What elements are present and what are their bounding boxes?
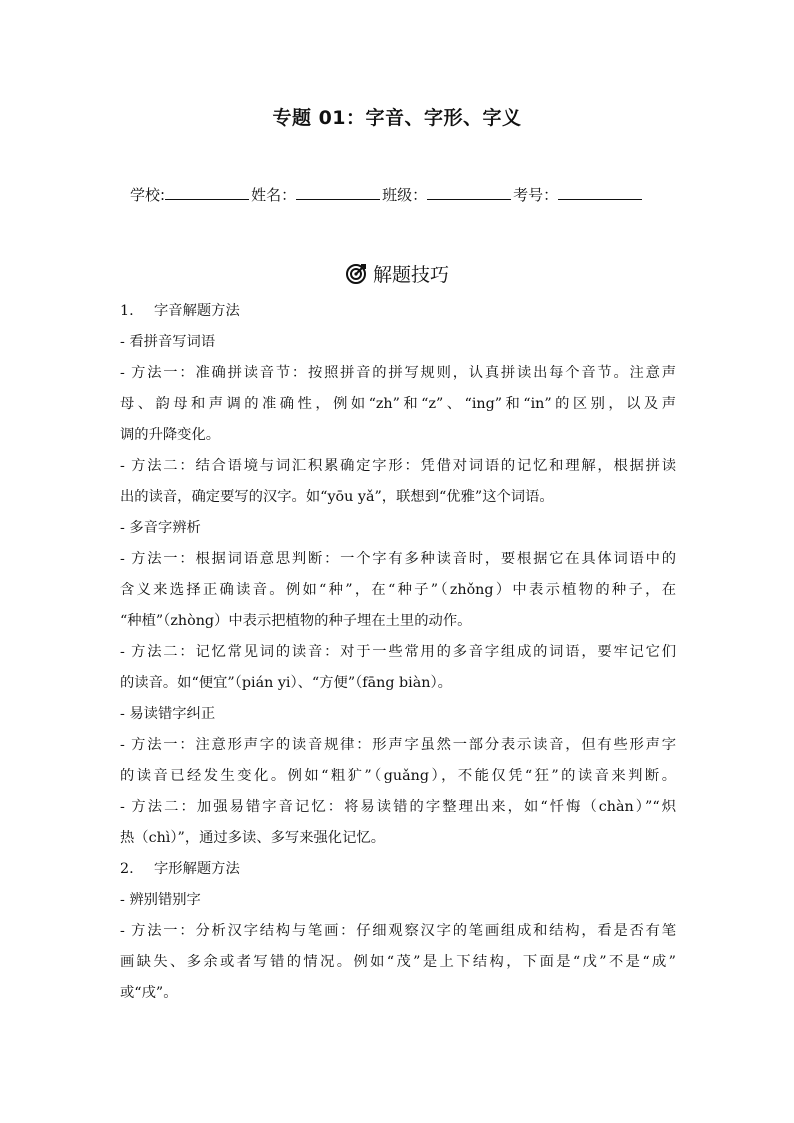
class-label: 班级：	[382, 186, 428, 204]
line-text: - 方法一：根据词语意思判断：一个字有多种读音时，要根据它在具体词语中的	[120, 551, 676, 567]
line-text: 字音解题方法	[154, 303, 240, 319]
exam-number-label: 考号：	[513, 186, 559, 204]
line-text: - 辨别错别字	[120, 892, 201, 908]
section-heading-text: 解题技巧	[372, 264, 449, 286]
exam-number-blank[interactable]	[558, 184, 642, 200]
text-line	[120, 575, 676, 606]
document-body	[120, 296, 676, 1009]
line-text: - 方法二：记忆常见词的读音：对于一些常用的多音字组成的词语，要牢记它们	[120, 644, 676, 660]
text-line	[120, 823, 676, 854]
text-line	[120, 637, 676, 668]
text-line	[120, 916, 676, 947]
text-line	[120, 761, 676, 792]
line-text: 字形解题方法	[154, 861, 240, 877]
text-line	[120, 978, 676, 1009]
text-line	[120, 792, 676, 823]
line-text: 调的升降变化。	[120, 427, 221, 443]
class-blank[interactable]	[427, 184, 511, 200]
line-text: 含义来选择正确读音。例如“种”，在“种子”（zhǒng）中表示植物的种子，在	[120, 582, 676, 598]
target-icon	[345, 263, 367, 285]
text-line	[120, 885, 676, 916]
text-line	[120, 327, 676, 358]
list-number: 1.	[120, 303, 134, 319]
text-line	[120, 420, 676, 451]
line-text: - 方法一：分析汉字结构与笔画：仔细观察汉字的笔画组成和结构，看是否有笔	[120, 923, 676, 939]
line-text: 的读音。如“便宜”（pián yi）、“方便”（fāng biàn）。	[120, 675, 452, 691]
text-line	[120, 606, 676, 637]
text-line	[120, 482, 676, 513]
name-label: 姓名：	[251, 186, 297, 204]
text-line	[120, 947, 676, 978]
line-text: 母、韵母和声调的准确性，例如“zh”和“z”、“ing”和“in”的区别，以及声	[120, 396, 676, 412]
name-blank[interactable]	[296, 184, 380, 200]
line-text: “种植”（zhòng）中表示把植物的种子埋在土里的动作。	[120, 613, 472, 629]
line-text: - 看拼音写词语	[120, 334, 216, 350]
line-text: - 多音字辨析	[120, 520, 201, 536]
line-text: - 方法一：准确拼读音节：按照拼音的拼写规则，认真拼读出每个音节。注意声	[120, 365, 676, 381]
school-blank[interactable]	[165, 184, 249, 200]
text-line	[120, 668, 676, 699]
text-line	[120, 296, 676, 327]
line-text: - 易读错字纠正	[120, 706, 216, 722]
text-line	[120, 730, 676, 761]
section-heading	[0, 260, 794, 287]
text-line	[120, 389, 676, 420]
school-label: 学校:	[130, 186, 166, 204]
text-line	[120, 451, 676, 482]
text-line	[120, 358, 676, 389]
line-text: 或“戌”。	[120, 985, 178, 1001]
line-text: 出的读音，确定要写的汉字。如“yōu yǎ”，联想到“优雅”这个词语。	[120, 489, 554, 505]
line-text: 的读音已经发生变化。例如“粗犷”（guǎng），不能仅凭“狂”的读音来判断。	[120, 768, 676, 784]
student-info-row	[130, 184, 690, 205]
text-line	[120, 854, 676, 885]
page-title: 专题 01：字音、字形、字义	[272, 107, 522, 129]
line-text: - 方法二：结合语境与词汇积累确定字形：凭借对词语的记忆和理解，根据拼读	[120, 458, 676, 474]
line-text: 热（chì）”，通过多读、多写来强化记忆。	[120, 830, 385, 846]
text-line	[120, 513, 676, 544]
line-text: - 方法二：加强易错字音记忆：将易读错的字整理出来，如“忏悔（chàn）”“炽	[120, 799, 676, 815]
list-number: 2.	[120, 861, 134, 877]
line-text: 画缺失、多余或者写错的情况。例如“茂”是上下结构，下面是“戊”不是“成”	[120, 954, 676, 970]
text-line	[120, 699, 676, 730]
line-text: - 方法一：注意形声字的读音规律：形声字虽然一部分表示读音，但有些形声字	[120, 737, 676, 753]
text-line	[120, 544, 676, 575]
